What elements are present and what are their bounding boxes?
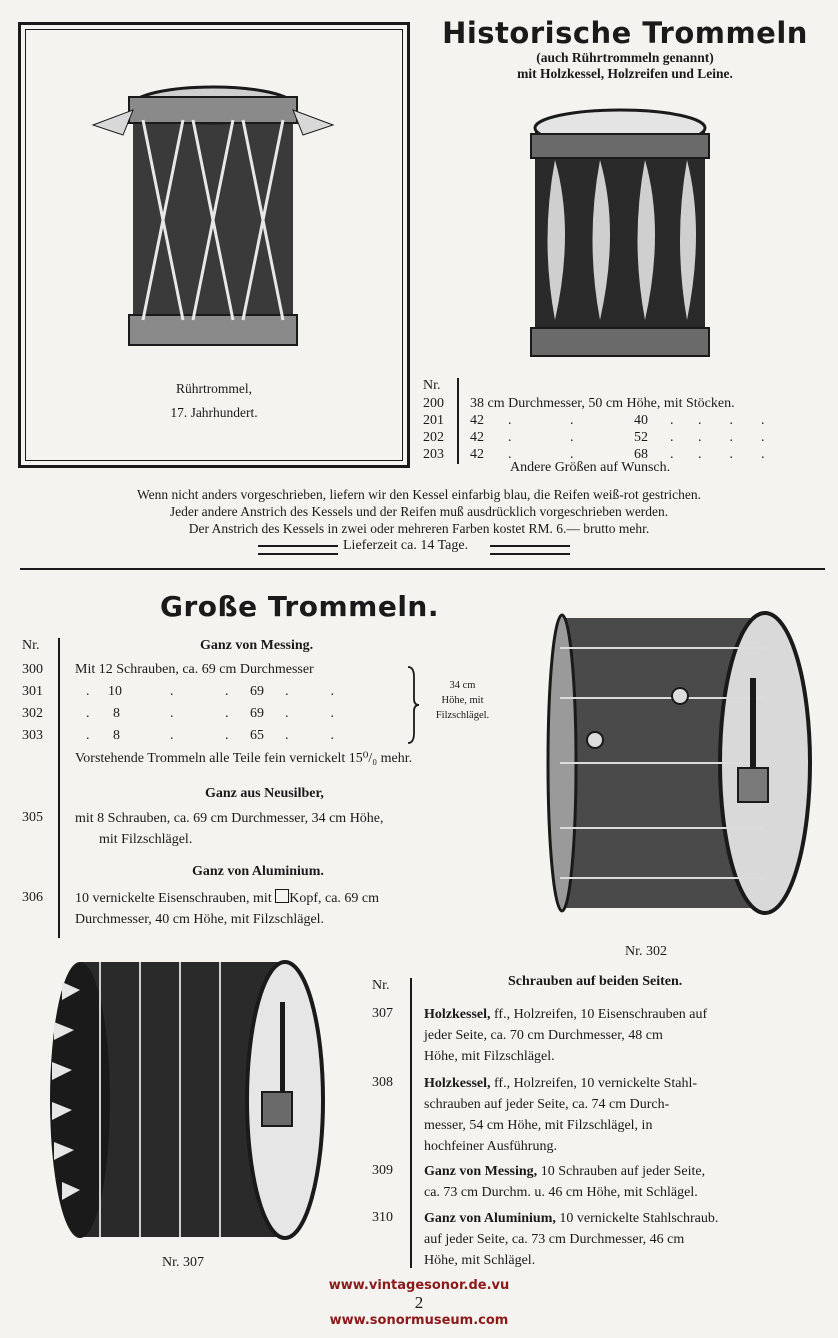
hist-other-sizes: Andere Größen auf Wunsch. bbox=[510, 460, 671, 475]
square-box-icon bbox=[275, 889, 289, 903]
messing-heading: Ganz von Messing. bbox=[200, 638, 314, 653]
historische-material: mit Holzkessel, Holzreifen und Leine. bbox=[517, 66, 733, 81]
hist-row-201-diam: 42 bbox=[470, 413, 484, 428]
nickel-note: Vorstehende Trommeln alle Teile fein vernickelt 15⁰/₀ mehr. bbox=[75, 751, 413, 766]
hist-row-202-height: 52 bbox=[634, 430, 648, 445]
row-302-diam: 69 bbox=[250, 706, 264, 721]
historische-title: Historische Trommeln bbox=[442, 16, 808, 50]
item-309-desc: Ganz von Messing, 10 Schrauben auf jeder Seite, ca. 73 cm Durchm. u. 46 cm Höhe, mit Schlägel. bbox=[424, 1164, 706, 1200]
neusilber-heading: Ganz aus Neusilber, bbox=[205, 786, 324, 801]
grosse-nr-header: Nr. bbox=[22, 638, 40, 653]
historic-drum-frame bbox=[18, 22, 410, 468]
nr-302: 302 bbox=[22, 706, 43, 721]
hist-nr-200: 200 bbox=[423, 396, 444, 411]
nr-308: 308 bbox=[372, 1075, 393, 1090]
hist-nr-header: Nr. bbox=[423, 378, 441, 393]
aluminium-desc: 10 vernickelte Eisenschrauben, mit Kopf, ca. 69 cm Durchmesser, 40 cm Höhe, mit Filzschlägel. bbox=[75, 891, 380, 927]
item-310-desc: Ganz von Aluminium, 10 vernickelte Stahlschraub. auf jeder Seite, ca. 73 cm Durchmesser, 46 cm Höhe, mit Schlägel. bbox=[424, 1211, 719, 1268]
hist-note-1: Wenn nicht anders vorgeschrieben, liefern wir den Kessel einfarbig blau, die Reifen weiß-rot gestrichen. bbox=[137, 487, 701, 502]
hist-row-201-height: 40 bbox=[634, 413, 648, 428]
neusilber-desc: mit 8 Schrauben, ca. 69 cm Durchmesser, 34 cm Höhe, mit Filzschlägel. bbox=[75, 811, 384, 847]
nr-305: 305 bbox=[22, 810, 43, 825]
footer-url-1: www.vintagesonor.de.vu bbox=[328, 1278, 510, 1293]
brace bbox=[406, 665, 420, 745]
hist-nr-201: 201 bbox=[423, 413, 444, 428]
hist-note-2: Jeder andere Anstrich des Kessels und der Reifen muß ausdrücklich vorgeschrieben werden. bbox=[169, 504, 669, 519]
section-divider bbox=[20, 568, 825, 570]
hist-note-3: Der Anstrich des Kessels in zwei oder mehreren Farben kostet RM. 6.— brutto mehr. bbox=[188, 521, 650, 536]
hist-notes bbox=[0, 486, 838, 537]
row-300: Mit 12 Schrauben, ca. 69 cm Durchmesser bbox=[75, 662, 314, 677]
footer-url-2: www.sonormuseum.com bbox=[329, 1313, 509, 1328]
historische-subtitle: (auch Rührtrommeln genannt) bbox=[536, 50, 714, 65]
row-302-screws: 8 bbox=[113, 706, 120, 721]
hist-row-203-diam: 42 bbox=[470, 447, 484, 462]
nr-309: 309 bbox=[372, 1163, 393, 1178]
page-number: 2 bbox=[414, 1293, 424, 1312]
row-303-diam: 65 bbox=[250, 728, 264, 743]
grosse-title: Große Trommeln. bbox=[160, 590, 439, 623]
brace-note: 34 cm Höhe, mit Filzschlägel. bbox=[435, 680, 490, 721]
drum-307-illustration bbox=[40, 942, 330, 1252]
nr-307: 307 bbox=[372, 1006, 393, 1021]
row-303-screws: 8 bbox=[113, 728, 120, 743]
hist-row-202-diam: 42 bbox=[470, 430, 484, 445]
nr-301: 301 bbox=[22, 684, 43, 699]
aluminium-heading: Ganz von Aluminium. bbox=[192, 864, 324, 879]
hist-row-200: 38 cm Durchmesser, 50 cm Höhe, mit Stöcken. bbox=[470, 396, 735, 411]
hist-row-203-height: 68 bbox=[634, 447, 648, 462]
drum-302-illustration bbox=[540, 588, 820, 933]
schrauben-heading: Schrauben auf beiden Seiten. bbox=[508, 974, 683, 989]
historic-drum-illustration bbox=[515, 100, 725, 370]
row-301-diam: 69 bbox=[250, 684, 264, 699]
nr-310: 310 bbox=[372, 1210, 393, 1225]
row-301-screws: 10 bbox=[108, 684, 122, 699]
nr-306: 306 bbox=[22, 890, 43, 905]
hist-nr-202: 202 bbox=[423, 430, 444, 445]
caption-302: Nr. 302 bbox=[625, 944, 667, 959]
historische-header bbox=[420, 16, 830, 82]
hist-delivery: Lieferzeit ca. 14 Tage. bbox=[343, 538, 469, 553]
ruehrtrommel-illustration bbox=[83, 65, 343, 365]
ruehrtrommel-caption: Rührtrommel, 17. Jahrhundert. bbox=[170, 381, 258, 420]
nr-300: 300 bbox=[22, 662, 43, 677]
hist-nr-203: 203 bbox=[423, 447, 444, 462]
caption-307: Nr. 307 bbox=[162, 1255, 204, 1270]
schrauben-nr-header: Nr. bbox=[372, 978, 390, 993]
nr-303: 303 bbox=[22, 728, 43, 743]
item-308-desc: Holzkessel, ff., Holzreifen, 10 vernickelte Stahl- schrauben auf jeder Seite, ca. 74 cm Durch- messer, 54 cm Höhe, mit Filzschlägel, in hochfeiner Ausführung. bbox=[424, 1076, 698, 1154]
item-307-desc: Holzkessel, ff., Holzreifen, 10 Eisenschrauben auf jeder Seite, ca. 70 cm Durchmesser, 48 cm Höhe, mit Filzschlägel. bbox=[424, 1007, 708, 1064]
